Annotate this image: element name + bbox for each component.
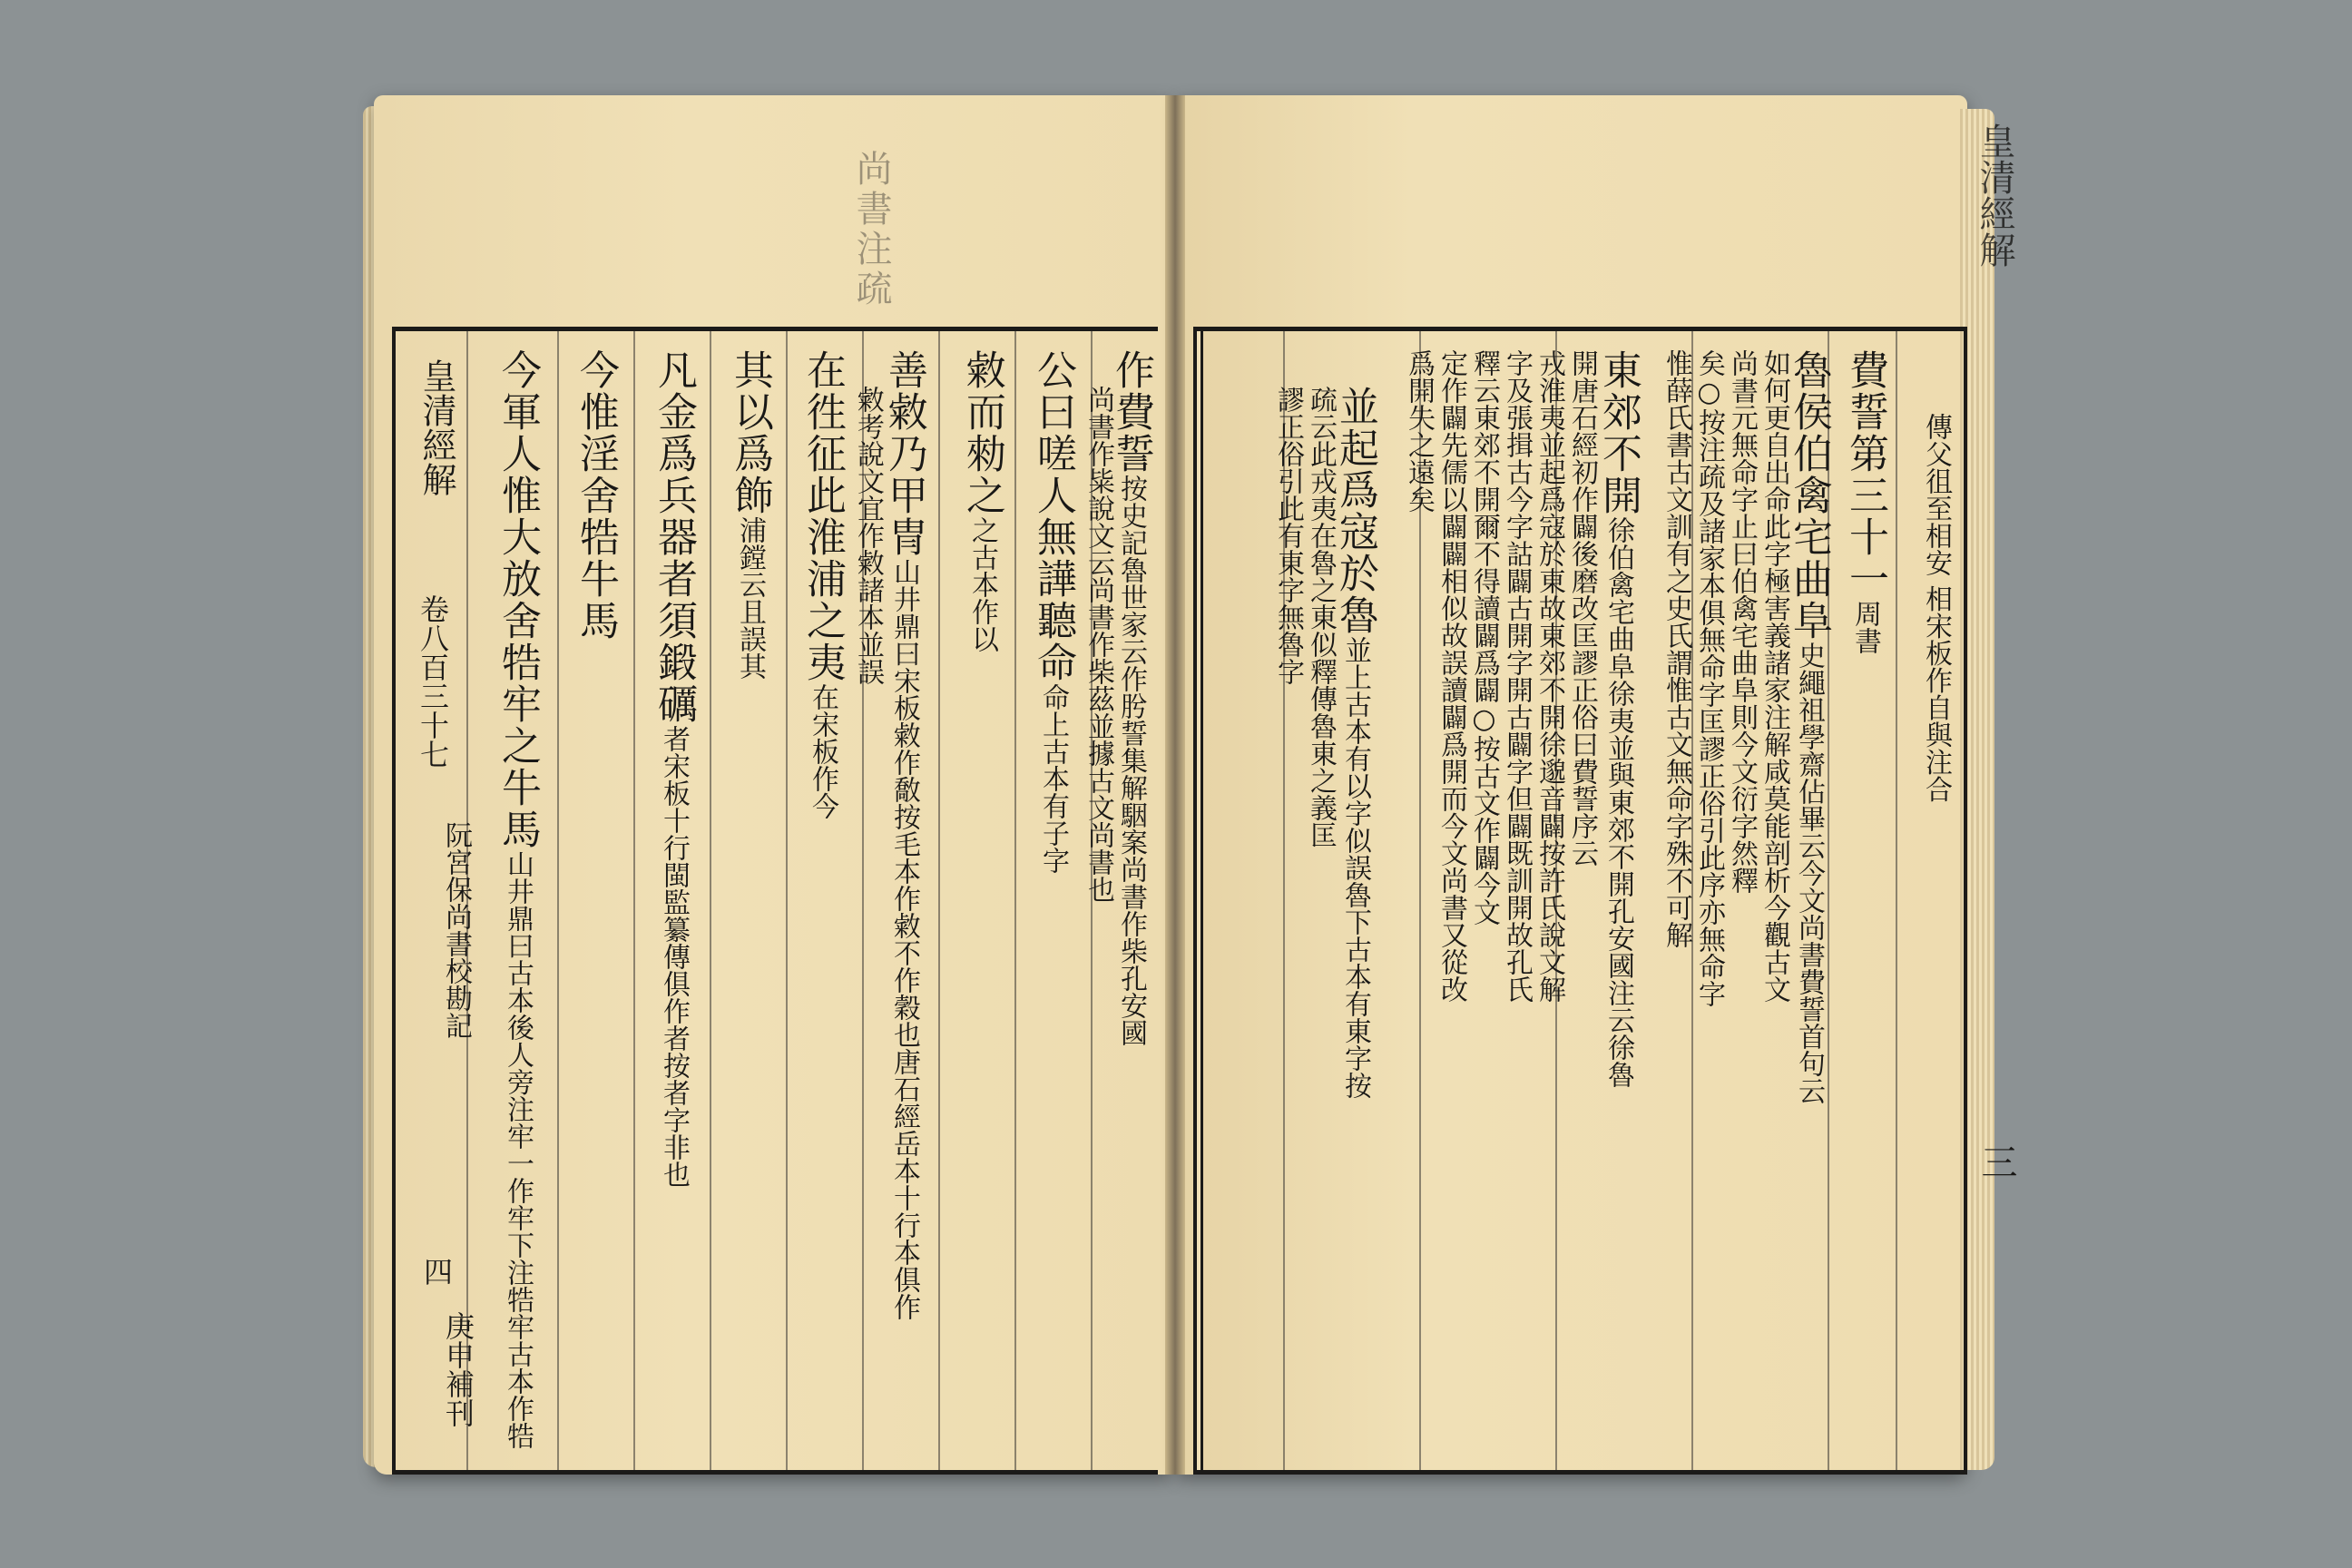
- right-margin-title: 皇清經解: [1974, 122, 2015, 268]
- text-column: 作費誓按史記魯世家云作肹誓集解駰案尚書作柴孔安國: [1108, 349, 1154, 1046]
- text-column: 爲開失之遠矣: [1403, 349, 1435, 513]
- text-column: 其以爲飾浦鏜云且誤其: [727, 349, 773, 680]
- text-column: 善敹乃甲冑山井鼎曰宋板敹作敿按毛本作敹不作穀也唐石經岳本十行本俱作: [881, 349, 927, 1320]
- text-column: 敹而勑之之古本作以: [959, 349, 1005, 652]
- text-column: 並起爲寇於魯並上古本有以字似誤魯下古本有東字按: [1332, 386, 1378, 1099]
- text-column: 尚書作粊說文云尚書作柴茲並據古文尚書也: [1083, 386, 1114, 903]
- right-margin-page-number: 三: [1975, 1143, 2017, 1180]
- left-header-faint: 尚書注疏: [850, 150, 892, 309]
- margin-page-number: 四: [419, 1257, 454, 1286]
- text-column: 傳父徂至相安 相宋板作自與注合: [1920, 413, 1952, 803]
- text-column: 疏云此戎夷在魯之東似釋傳魯東之義匡: [1305, 386, 1337, 848]
- text-column: 敹考說文宜作敹諸本並誤: [852, 386, 884, 685]
- right-text-frame: [1193, 327, 1967, 1475]
- margin-author: 阮宮保尚書校勘記: [440, 821, 472, 1039]
- text-column: 魯侯伯禽宅曲阜史繩祖學齋佔畢云今文尚書費誓首句云: [1786, 349, 1832, 1104]
- text-column: 釋云東郊不開爾不得讀闢爲闢○按古文作闢今文: [1468, 349, 1500, 926]
- text-column: 公曰嗟人無譁聽命命上古本有子字: [1030, 349, 1076, 874]
- text-column: 如何更自出命此字極害義諸家注解咸莫能剖析今觀古文: [1759, 349, 1790, 1003]
- text-column: 費誓第三十一周書: [1842, 349, 1888, 654]
- text-column: 在徃征此淮浦之夷在宋板作今: [799, 349, 846, 819]
- text-column: 字及張揖古今字詁闢古開字開古闢字但闢既訓開故孔氏: [1501, 349, 1533, 1003]
- text-column: 惟薛氏書古文訓有之史氏謂惟古文無命字殊不可解: [1661, 349, 1692, 948]
- left-text-frame: [392, 327, 1158, 1475]
- book-gutter: [1165, 95, 1185, 1475]
- margin-publisher: 庚申補刊: [441, 1311, 475, 1427]
- text-column: 謬正俗引此有東字無魯字: [1272, 386, 1304, 685]
- text-column: 戎淮夷並起爲寇於東故東郊不開徐邈音闢按許氏說文解: [1534, 349, 1565, 1003]
- margin-title: 皇清經解: [416, 358, 456, 496]
- margin-volume: 卷八百三十七: [416, 594, 450, 769]
- text-column: 開唐石經初作闢後磨改匡謬正俗曰費誓序云: [1566, 349, 1598, 867]
- text-column: 尚書元無命字止曰伯禽宅曲阜則今文衍字然釋: [1726, 349, 1758, 894]
- open-book: [363, 95, 2017, 1475]
- text-column: 定作闢先儒以闢闢相似故誤讀闢爲開而今文尚書又從改: [1436, 349, 1467, 1003]
- text-column: 東郊不開徐伯禽宅曲阜徐夷並與東郊不開孔安國注云徐魯: [1595, 349, 1642, 1088]
- text-column: 凡金爲兵器者須鍛礪者宋板十行閩監纂傳俱作者按者字非也: [651, 349, 697, 1188]
- text-column: 矣○按注疏及諸家本俱無命字匡謬正俗引此序亦無命字: [1693, 349, 1725, 1007]
- text-column: 今惟淫舍牿牛馬: [573, 349, 619, 642]
- text-column: 今軍人惟大放舍牿牢之牛馬山井鼎曰古本後人旁注牢一作牢下注牿牢古本作牿: [495, 349, 541, 1449]
